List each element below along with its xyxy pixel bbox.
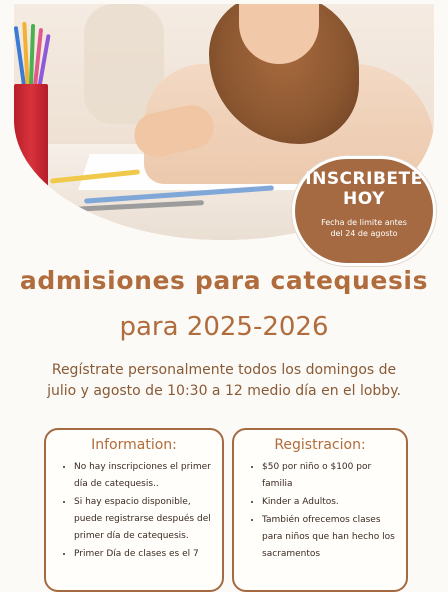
information-list (46, 459, 222, 563)
page-title: admisiones para catequesis (19, 266, 429, 295)
list-item: • $50 por niño o $100 por familia (262, 459, 398, 493)
list-item: • No hay inscripciones el primer día de catequesis.. (74, 459, 214, 493)
intro-text: Regístrate personalmente todos los domingos de julio y agosto de 10:30 a 12 medio día en el lobby. (47, 362, 401, 399)
list-item: • Kinder a Adultos. (262, 494, 398, 511)
registration-box (232, 428, 408, 592)
list-item: • Primer Día de clases es el 7 (74, 546, 214, 563)
pencil-cup (14, 84, 48, 194)
list-item: • Si hay espacio disponible, puede registrarse después del primer día de catequesis. (74, 494, 214, 545)
badge-title: INSCRIBETE HOY (305, 169, 423, 209)
registration-title: Registracion: (274, 437, 366, 453)
information-box (44, 428, 224, 592)
page-subtitle: para 2025-2026 (119, 312, 329, 342)
information-title: Information: (91, 437, 177, 453)
badge-deadline: Fecha de limite antes del 24 de agosto (321, 218, 407, 238)
enroll-badge (292, 156, 436, 266)
list-item: • También ofrecemos clases para niños que han hecho los sacramentos (262, 512, 398, 563)
registration-list (234, 459, 406, 563)
